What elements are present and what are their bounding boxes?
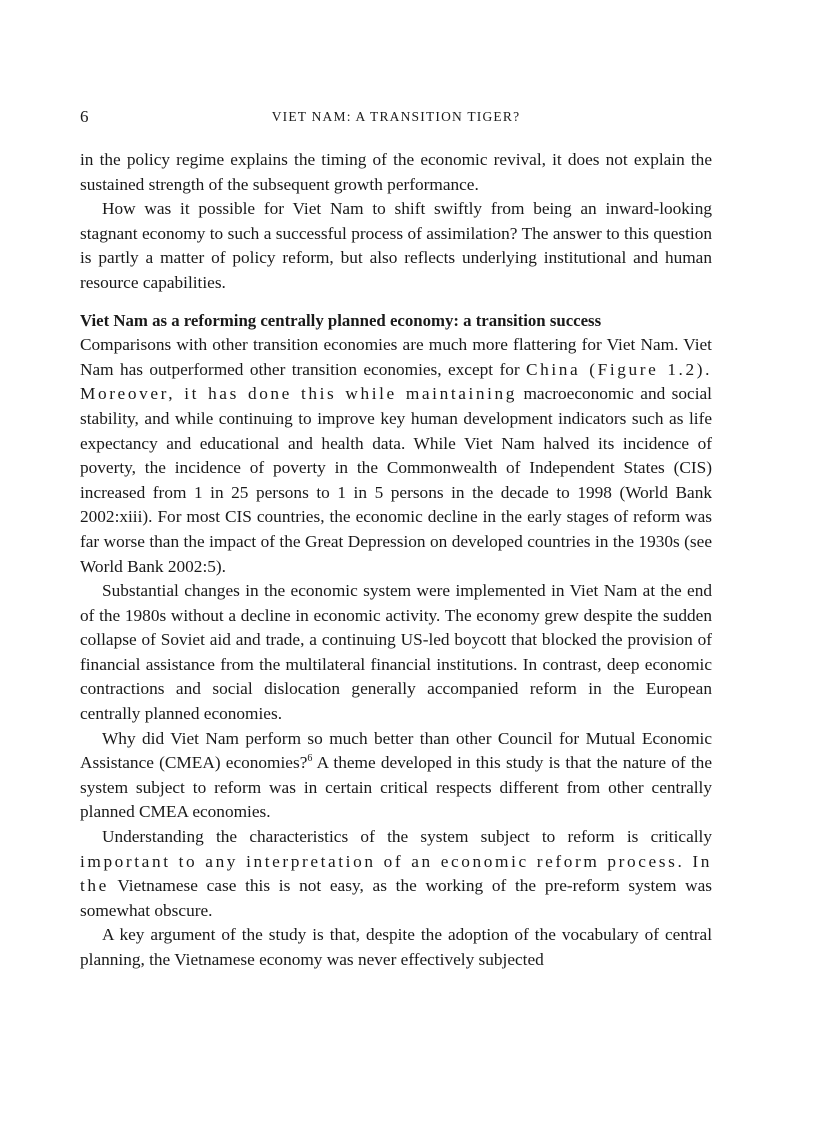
footnote-marker[interactable]: 6 — [307, 753, 313, 765]
paragraph-6 — [80, 825, 712, 923]
running-head — [80, 106, 712, 128]
running-title: VIET NAM: A TRANSITION TIGER? — [271, 109, 521, 124]
page-number: 6 — [80, 107, 89, 126]
paragraph-3-rest: macroeconomic and social stability, and while continuing to improve key human development indicators such as life expectancy and educational and health data. While Viet Nam halved its incidence of poverty, the incidence of poverty in the Commonwealth of Independent States (CIS) increased from 1 in 25 persons to 1 in 5 persons in the decade to 1998 (World Bank 2002:xiii). For most CIS countries, the economic decline in the early stages of reform was far worse than the impact of the Great Depression on developed countries in the 1930s (see World Bank 2002:5). — [80, 384, 712, 576]
paragraph-7: A key argument of the study is that, despite the adoption of the vocabulary of central planning, the Vietnamese economy was never effectively subjected — [80, 925, 712, 969]
paragraph-5 — [80, 727, 712, 825]
paragraph-1: in the policy regime explains the timing of the economic revival, it does not explain the sustained strength of the subsequent growth performance. — [80, 150, 712, 194]
paragraph-4: Substantial changes in the economic system were implemented in Viet Nam at the end of the 1980s without a decline in economic activity. The economy grew despite the sudden collapse of Soviet aid and trade, a continuing US-led boycott that blocked the provision of financial assistance from the multilateral financial institutions. In contrast, deep economic contractions and social dislocation generally accompanied reform in the European centrally planned economies. — [80, 581, 712, 724]
paragraph-6-rest: Vietnamese case this is not easy, as the working of the pre-reform system was somewhat obscure. — [80, 876, 713, 920]
paragraph-6-lead: Understanding the characteristics of the system subject to reform is critically — [102, 827, 712, 847]
body-text — [80, 148, 712, 973]
paragraph-5-pre: Why did Viet Nam perform so much better than other Council for Mutual Economic Assistance (CMEA) economies? — [80, 728, 712, 773]
paragraph-5-post: A theme developed in this study is that the nature of the system subject to reform was in certain critical respects different from other centrally planned CMEA economies. — [80, 753, 712, 822]
paragraph-2: How was it possible for Viet Nam to shift swiftly from being an inward-looking stagnant economy to such a successful process of assimilation? The answer to this question is partly a matter of policy reform, but also reflects underlying institutional and human resource capabilities. — [80, 199, 712, 292]
paragraph-3-lead: Comparisons with other transition economies are much more flattering for Viet Nam. Viet Nam has outperformed other transition economies, except for — [80, 335, 712, 379]
paragraph-3-spaced-line: China (Figure 1.2). Moreover, it has done this while maintaining — [80, 359, 712, 404]
paragraph-6-spaced-line: important to any interpretation of an economic reform process. In the — [80, 851, 712, 896]
paragraph-3 — [80, 333, 712, 579]
section-heading: Viet Nam as a reforming centrally planned economy: a transition success — [80, 310, 602, 330]
